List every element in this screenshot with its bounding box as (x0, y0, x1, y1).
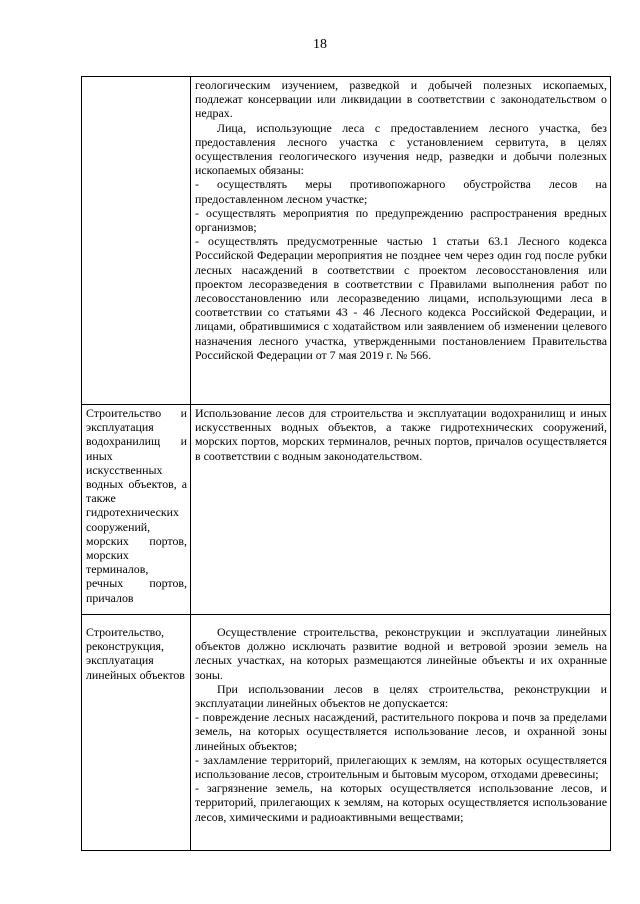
list-item: - осуществлять предусмотренные частью 1 статьи 63.1 Лесного кодекса Российской Федерации мероприятия не позднее чем через один год после рубки лесных насаждений в соответствии с проектом лесовосстановления или проектом лесоразведения в соответствии с Правилами выполнения работ по лесовосстановлению или лесоразведению лицами, использующими леса в соответствии со статьями 43 - 46 Лесного кодекса Российской Федерации, и лицами, обратившимися с ходатайством или заявлением об изменении целевого назначения лесного участка, утвержденными постановлением Правительства Российской Федерации от 7 мая 2019 г. № 566. (195, 234, 607, 362)
paragraph: Использование лесов для строительства и эксплуатации водохранилищ и иных искусственных водных объектов, а также гидротехнических сооружений, морских портов, морских терминалов, речных портов, причалов осуществляется в соответствии с водным законодательством. (195, 406, 607, 463)
paragraph: Осуществление строительства, реконструкции и эксплуатации линейных объектов должно исключать развитие водной и ветровой эрозии земель на лесных участках, на которых размещаются линейные объекты и их охранные зоны. (195, 625, 607, 682)
category-cell: Строительство и эксплуатация водохранилищ и иных искусственных водных объектов, а также гидротехнических сооружений, морских портов, морских терминалов, речных портов, причалов (82, 405, 191, 615)
content-cell (191, 77, 611, 405)
list-item: - повреждение лесных насаждений, растительного покрова и почв за пределами земель, на которых осуществляется использование лесов, и охранной зоны линейных объектов; (195, 710, 607, 753)
paragraph: При использовании лесов в целях строительства, реконструкции и эксплуатации линейных объектов не допускается: (195, 681, 607, 711)
page-number: 18 (313, 37, 327, 52)
list-item: - осуществлять меры противопожарного обустройства лесов на предоставленном лесном участке; (195, 177, 607, 206)
list-item: - загрязнение земель, на которых осуществляется использование лесов, и территорий, прилегающих к землям, на которых осуществляется использование лесов, химическими и радиоактивными веществами; (195, 781, 607, 824)
paragraph: Лица, использующие леса с предоставлением лесного участка, без предоставления лесного участка с установлением сервитута, в целях осуществления геологического изучения недр, разведки и добычи полезных ископаемых обязаны: (195, 120, 607, 178)
content-cell (191, 405, 611, 615)
category-cell (82, 77, 191, 405)
table-row (82, 405, 611, 615)
list-item: - захламление территорий, прилегающих к землям, на которых осуществляется использование лесов, строительным и бытовым мусором, отходами древесины; (195, 752, 607, 782)
content-cell (191, 615, 611, 851)
paragraph: геологическим изучением, разведкой и добычей полезных ископаемых, подлежат консервации или ликвидации в соответствии с законодательством о недрах. (195, 78, 607, 121)
table-row (82, 77, 611, 405)
table-row (82, 615, 611, 851)
list-item: - осуществлять мероприятия по предупреждению распространения вредных организмов; (195, 205, 607, 235)
category-cell: Строительство, реконструкция, эксплуатация линейных объектов (82, 615, 191, 851)
regulations-table (81, 76, 611, 851)
